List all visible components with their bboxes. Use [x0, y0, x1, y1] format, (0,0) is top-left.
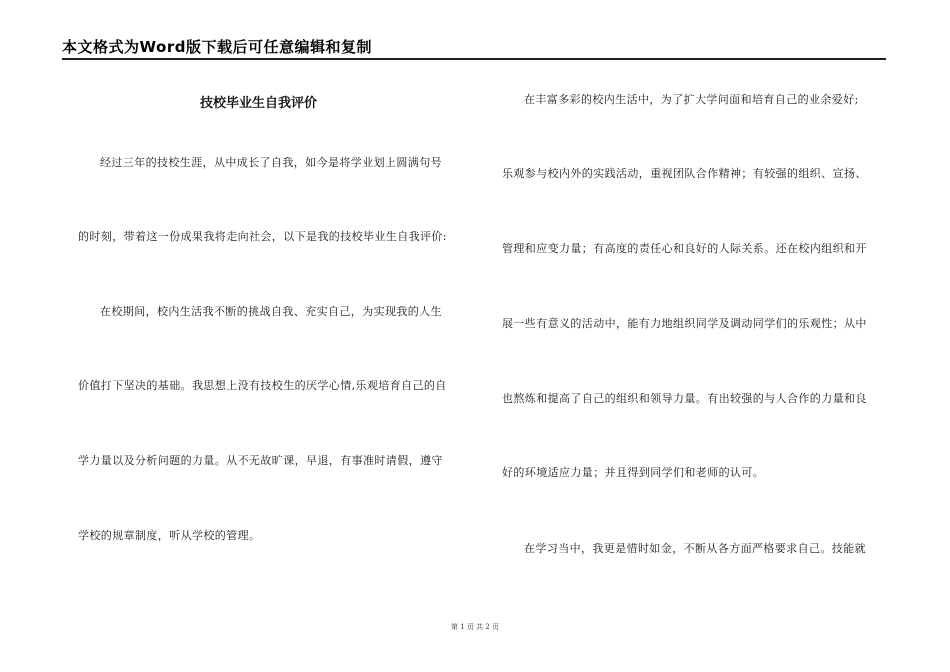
document-title: 技校毕业生自我评价: [200, 96, 318, 111]
page-number: 第 1 页 共 2 页: [450, 623, 500, 631]
right-line: 展一些有意义的活动中，能有力地组织同学及调动同学们的乐观性；从中: [502, 317, 867, 330]
left-line: 的时刻，带着这一份成果我将走向社会，以下是我的技校毕业生自我评价:: [78, 230, 447, 243]
right-line: 好的环境适应力量；并且得到同学们和老师的认可。: [502, 466, 765, 479]
right-line: 管理和应变力量；有高度的责任心和良好的人际关系。还在校内组织和开: [502, 242, 867, 255]
left-line: 在校期间，校内生活我不断的挑战自我、充实自己，为实现我的人生: [100, 305, 442, 318]
left-line: 学力量以及分析问题的力量。从不无故旷课，早退，有事准时请假，遵守: [78, 454, 443, 467]
right-line: 在学习当中，我更是惜时如金，不断从各方面严格要求自己。技能就: [524, 542, 866, 555]
header-divider: [62, 58, 886, 60]
left-line: 价值打下坚决的基础。我思想上没有技校生的厌学心情,乐观培育自己的自: [78, 379, 447, 392]
right-line: 也熬炼和提高了自己的组织和领导力量。有出较强的与人合作的力量和良: [502, 392, 867, 405]
left-line: 经过三年的技校生涯，从中成长了自我，如今是将学业划上圆满句号: [100, 156, 442, 169]
right-line: 乐观参与校内外的实践活动，重视团队合作精神；有较强的组织、宣扬、: [502, 167, 867, 180]
right-line: 在丰富多彩的校内生活中，为了扩大学问面和培育自己的业余爱好;: [524, 93, 859, 106]
left-line: 学校的规章制度，听从学校的管理。: [78, 529, 261, 542]
document-header: 本文格式为Word版下载后可任意编辑和复制: [62, 38, 372, 56]
